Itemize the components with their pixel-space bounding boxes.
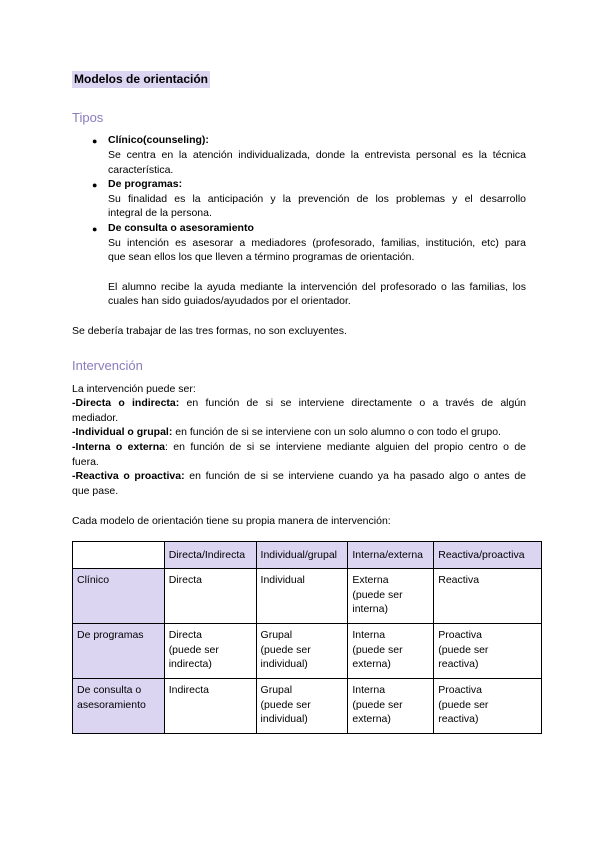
tipo-desc-line: que sean ellos los que lleven a término programas de orientación. [108,251,415,263]
table-header-row [73,542,542,569]
tipo-extra-line: cuales han sido guiados/ayudados por el orientador. [108,295,351,307]
intervencion-item: -Directa o indirecta: en función de si se interviene directamente o a través de algún [72,397,527,409]
table-cell: Interna (puede ser externa) [348,624,434,679]
table-header-cell: Reactiva/proactiva [434,542,542,569]
bullet-icon: ● [92,136,98,146]
tipo-desc-line: Se centra en la atención individualizada, donde la entrevista personal es la técnica [108,149,526,161]
table-intro: Cada modelo de orientación tiene su propia manera de intervención: [72,515,391,527]
table-header-cell: Individual/grupal [256,542,348,569]
section-heading-tipos: Tipos [72,110,104,125]
table-cell: Grupal (puede ser individual) [256,624,348,679]
tipo-extra-line: El alumno recibe la ayuda mediante la intervención del profesorado o las familias, los [108,281,526,293]
table-header-empty [73,542,165,569]
table-cell: Indirecta [164,679,256,734]
intervencion-item-cont: fuera. [72,456,99,468]
table-row [73,679,542,734]
page-title: Modelos de orientación [74,72,209,86]
tipo-name: Clínico(counseling): [108,134,209,146]
bullet-icon: ● [92,224,98,234]
tipo-desc-line: Su finalidad es la anticipación y la prevención de los problemas y el desarrollo [108,193,526,205]
table-cell: Proactiva (puede ser reactiva) [434,624,542,679]
table-cell: Reactiva [434,569,542,624]
tipo-desc-line: característica. [108,164,174,176]
table-cell: Directa (puede ser indirecta) [164,624,256,679]
table-row-label: Clínico [73,569,165,624]
intervencion-item: -Reactiva o proactiva: en función de si se interviene cuando ya ha pasado algo o antes de [72,470,526,482]
table-cell: Grupal (puede ser individual) [256,679,348,734]
section-heading-intervencion: Intervención [72,358,143,373]
tipo-desc-line: integral de la persona. [108,207,212,219]
tipo-desc-line: Su intención es asesorar a mediadores (profesorado, familias, institución, etc) para [108,237,526,249]
table-row-label: De consulta o asesoramiento [73,679,165,734]
table-header-cell: Directa/Indirecta [164,542,256,569]
table-cell: Directa [164,569,256,624]
table-row [73,569,542,624]
tipos-note: Se debería trabajar de las tres formas, no son excluyentes. [72,325,347,337]
intervencion-item-cont: que pase. [72,485,119,497]
tipo-name: De consulta o asesoramiento [108,222,254,234]
intervention-table [72,541,542,734]
intervencion-item-cont: mediador. [72,412,119,424]
intervencion-item: -Individual o grupal: en función de si se interviene con un solo alumno o con todo el grupo. [72,426,501,438]
table-row-label: De programas [73,624,165,679]
tipo-name: De programas: [108,178,183,190]
bullet-icon: ● [92,180,98,190]
table-cell: Interna (puede ser externa) [348,679,434,734]
table-cell: Externa (puede ser interna) [348,569,434,624]
intervencion-intro: La intervención puede ser: [72,383,196,395]
table-row [73,624,542,679]
table-cell: Proactiva (puede ser reactiva) [434,679,542,734]
table-header-cell: Interna/externa [348,542,434,569]
table-cell: Individual [256,569,348,624]
intervencion-item: -Interna o externa: en función de si se interviene mediante alguien del propio centro o de [72,441,526,453]
